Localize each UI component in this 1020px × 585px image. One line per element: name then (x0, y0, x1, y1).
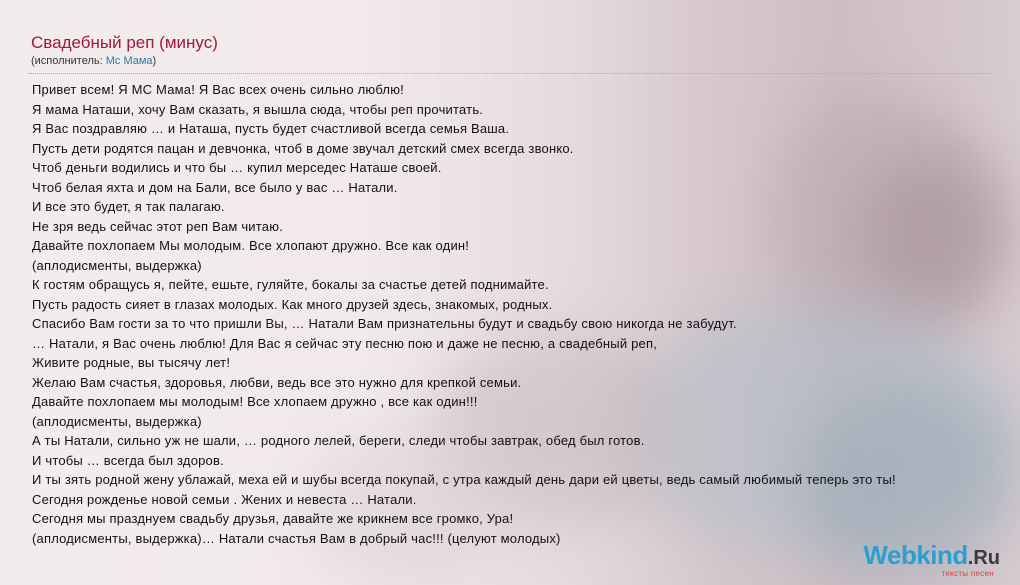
logo-text: Webkind (863, 540, 968, 570)
logo-tagline: тексты песен (941, 569, 994, 578)
lyric-line: … Натали, я Вас очень люблю! Для Вас я сейчас эту песню пою и даже не песню, а свадебный реп, (32, 335, 658, 351)
lyric-line: (аплодисменты, выдержка) (32, 413, 202, 429)
header-divider (28, 73, 992, 74)
lyric-line: Не зря ведь сейчас этот реп Вам читаю. (32, 218, 283, 234)
lyric-line: Сегодня мы празднуем свадьбу друзья, давайте же крикнем все громко, Ура! (32, 511, 514, 526)
song-title: Свадебный реп (минус) (31, 33, 218, 52)
lyric-line: И все это будет, я так палагаю. (32, 199, 225, 214)
lyrics-block (32, 80, 1017, 548)
lyric-line: (аплодисменты, выдержка) (32, 257, 202, 273)
artist-line (31, 55, 156, 67)
lyric-line: Давайте похлопаем мы молодым! Все хлопаем дружно , все как один!!! (32, 394, 478, 409)
lyric-line: И чтобы … всегда был здоров. (32, 452, 224, 468)
lyric-line: Я мама Наташи, хочу Вам сказать, я вышла сюда, чтобы реп прочитать. (32, 101, 484, 117)
artist-suffix: ) (152, 55, 157, 67)
lyric-line: (аплодисменты, выдержка)… Натали счастья Вам в добрый час!!! (целуют молодых) (32, 530, 561, 546)
lyric-line: Живите родные, вы тысячу лет! (32, 355, 231, 370)
lyric-line: Пусть дети родятся пацан и девчонка, чтоб в доме звучал детский смех всегда звонко. (32, 140, 574, 156)
lyric-line: Желаю Вам счастья, здоровья, любви, ведь все это нужно для крепкой семьи. (32, 374, 522, 390)
artist-prefix: (исполнитель: (31, 55, 106, 67)
lyric-line: Давайте похлопаем Мы молодым. Все хлопают дружно. Все как один! (32, 238, 470, 253)
lyric-line: Чтоб белая яхта и дом на Бали, все было у вас … Натали. (32, 179, 398, 195)
lyric-line: Чтоб деньги водились и что бы … купил мерседес Наташе своей. (32, 160, 442, 175)
artist-link[interactable]: Mc Мама (105, 55, 153, 67)
lyric-line: И ты зять родной жену ублажай, меха ей и шубы всегда покупай, с утра каждый день дари ей цветы, ведь самый любимый теперь это ты! (32, 472, 896, 487)
site-logo[interactable] (863, 540, 1000, 578)
logo-suffix: .Ru (967, 547, 1000, 569)
lyric-line: К гостям обращусь я, пейте, ешьте, гуляйте, бокалы за счастье детей поднимайте. (32, 277, 549, 292)
lyric-line: А ты Натали, сильно уж не шали, … родного лелей, береги, следи чтобы завтрак, обед был готов. (32, 433, 645, 448)
lyric-line: Пусть радость сияет в глазах молодых. Как много друзей здесь, знакомых, родных. (32, 296, 553, 312)
lyric-line: Сегодня рожденье новой семьи . Жених и невеста … Натали. (32, 491, 417, 507)
lyric-line: Спасибо Вам гости за то что пришли Вы, … Натали Вам признательны будут и свадьбу свою никогда не забудут. (32, 316, 737, 331)
lyric-line: Я Вас поздравляю … и Наташа, пусть будет счастливой всегда семья Ваша. (32, 121, 510, 136)
lyric-line: Привет всем! Я МС Мама! Я Вас всех очень сильно люблю! (32, 82, 404, 97)
